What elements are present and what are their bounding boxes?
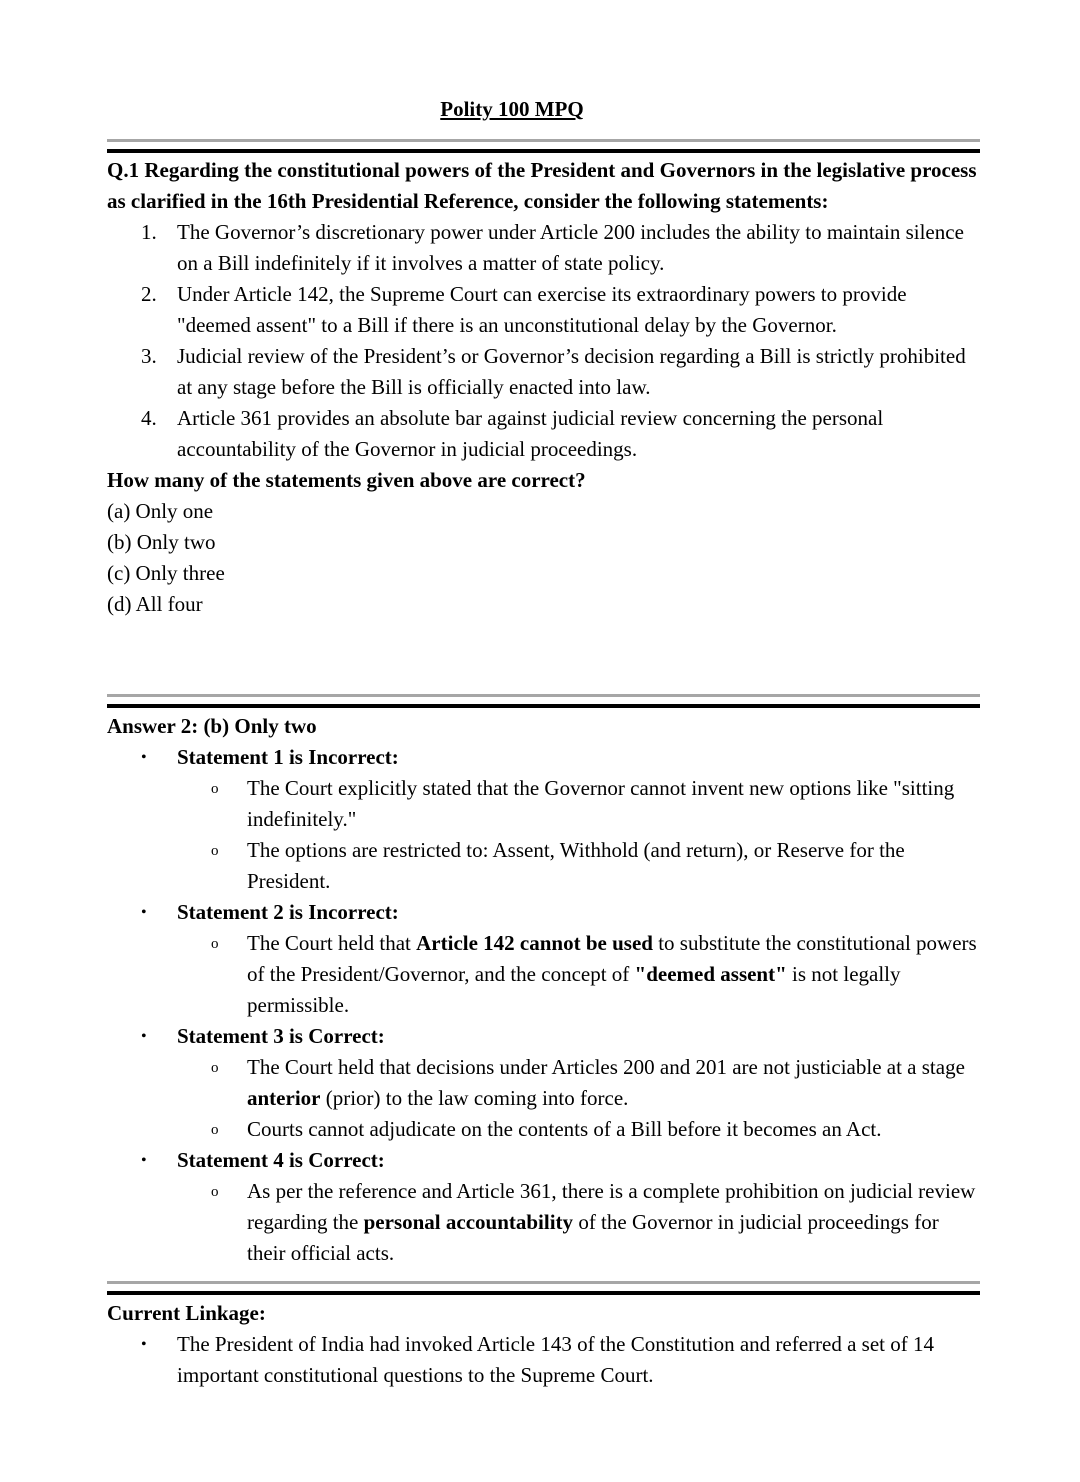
- explanation-heading: Statement 4 is Correct:: [177, 1148, 385, 1172]
- emphasis-text: "deemed assent": [634, 962, 787, 986]
- statement-number: 2.: [141, 282, 157, 306]
- answer-heading: Answer 2: (b) Only two: [107, 714, 317, 738]
- point-text: is not legally permissible.: [247, 962, 901, 1017]
- explanation-points: [177, 773, 980, 897]
- linkage-list: [107, 1329, 980, 1391]
- section-divider: [107, 694, 980, 708]
- statement-list: [107, 217, 980, 465]
- statement-item: [107, 403, 980, 465]
- bullet-icon: •: [141, 749, 147, 766]
- bullet-icon: •: [141, 904, 147, 921]
- divider-gray-rule: [107, 1281, 980, 1284]
- explanation-item: [107, 1145, 980, 1269]
- statement-text: The Governor’s discretionary power under Article 200 includes the ability to maintain silence on a Bill indefinitely if it involves a matter of state policy.: [177, 220, 964, 275]
- explanation-list: [107, 742, 980, 1269]
- explanation-heading: Statement 1 is Incorrect:: [177, 745, 399, 769]
- divider-black-rule: [107, 704, 980, 708]
- emphasis-text: anterior: [247, 1086, 321, 1110]
- explanation-points: [177, 928, 980, 1021]
- point-text: The Court explicitly stated that the Governor cannot invent new options like "sitting indefinitely.": [247, 776, 955, 831]
- answer-block: [107, 711, 980, 1269]
- circle-bullet-icon: o: [211, 843, 219, 859]
- statement-item: [107, 217, 980, 279]
- linkage-item: [107, 1329, 980, 1391]
- point-text: (prior) to the law coming into force.: [320, 1086, 629, 1110]
- explanation-point: [177, 928, 980, 1021]
- option-b: (b) Only two: [107, 530, 216, 554]
- statement-item: [107, 341, 980, 403]
- statement-number: 1.: [141, 220, 157, 244]
- explanation-point: [177, 835, 980, 897]
- point-text: The Court held that decisions under Articles 200 and 201 are not justiciable at a stage: [247, 1055, 965, 1079]
- statement-text: Under Article 142, the Supreme Court can exercise its extraordinary powers to provide "deemed assent" to a Bill if there is an unconstitutional delay by the Governor.: [177, 282, 907, 337]
- divider-black-rule: [107, 1291, 980, 1295]
- point-text: As per the reference and Article 361, there is a complete prohibition on judicial review regarding the: [247, 1179, 976, 1234]
- question-prompt: How many of the statements given above are correct?: [107, 468, 586, 492]
- statement-number: 3.: [141, 344, 157, 368]
- circle-bullet-icon: o: [211, 1122, 219, 1138]
- explanation-item: [107, 1021, 980, 1145]
- point-text: The Court held that: [247, 931, 417, 955]
- emphasis-text: Article 142 cannot be used: [416, 931, 653, 955]
- emphasis-text: personal accountability: [363, 1210, 574, 1234]
- linkage-text: The President of India had invoked Article 143 of the Constitution and referred a set of 14 important constitutional questions to the Supreme Court.: [177, 1332, 934, 1387]
- circle-bullet-icon: o: [211, 936, 219, 952]
- section-divider: [107, 1281, 980, 1295]
- divider-black-rule: [107, 149, 980, 153]
- linkage-heading: Current Linkage:: [107, 1301, 266, 1325]
- option-a: (a) Only one: [107, 499, 214, 523]
- point-text: to substitute the constitutional powers of the President/Governor, and the concept of: [247, 931, 977, 986]
- statement-item: [107, 279, 980, 341]
- option-c: (c) Only three: [107, 561, 225, 585]
- explanation-heading: Statement 2 is Incorrect:: [177, 900, 399, 924]
- explanation-points: [177, 1176, 980, 1269]
- explanation-point: [177, 1052, 980, 1114]
- explanation-point: [177, 773, 980, 835]
- explanation-point: [177, 1176, 980, 1269]
- explanation-heading: Statement 3 is Correct:: [177, 1024, 385, 1048]
- bullet-icon: •: [141, 1336, 147, 1353]
- statement-text: Judicial review of the President’s or Governor’s decision regarding a Bill is strictly prohibited at any stage before the Bill is officially enacted into law.: [177, 344, 966, 399]
- point-text: The options are restricted to: Assent, Withhold (and return), or Reserve for the President.: [247, 838, 905, 893]
- circle-bullet-icon: o: [211, 1184, 219, 1200]
- divider-gray-rule: [107, 694, 980, 697]
- circle-bullet-icon: o: [211, 1060, 219, 1076]
- statement-number: 4.: [141, 406, 157, 430]
- bullet-icon: •: [141, 1152, 147, 1169]
- linkage-block: [107, 1298, 980, 1391]
- explanation-item: [107, 897, 980, 1021]
- question-block: [107, 155, 980, 620]
- explanation-item: [107, 742, 980, 897]
- point-text: of the Governor in judicial proceedings for their official acts.: [247, 1210, 939, 1265]
- section-divider: [107, 139, 980, 153]
- point-text: Courts cannot adjudicate on the contents of a Bill before it becomes an Act.: [247, 1117, 882, 1141]
- circle-bullet-icon: o: [211, 781, 219, 797]
- statement-text: Article 361 provides an absolute bar against judicial review concerning the personal accountability of the Governor in judicial proceedings.: [177, 406, 884, 461]
- explanation-point: [177, 1114, 980, 1145]
- explanation-points: [177, 1052, 980, 1145]
- document-title: Polity 100 MPQ: [440, 97, 584, 121]
- option-d: (d) All four: [107, 592, 203, 616]
- bullet-icon: •: [141, 1028, 147, 1045]
- divider-gray-rule: [107, 139, 980, 142]
- question-stem: Q.1 Regarding the constitutional powers of the President and Governors in the legislative process as clarified in the 16th Presidential Reference, consider the following statements:: [107, 158, 977, 213]
